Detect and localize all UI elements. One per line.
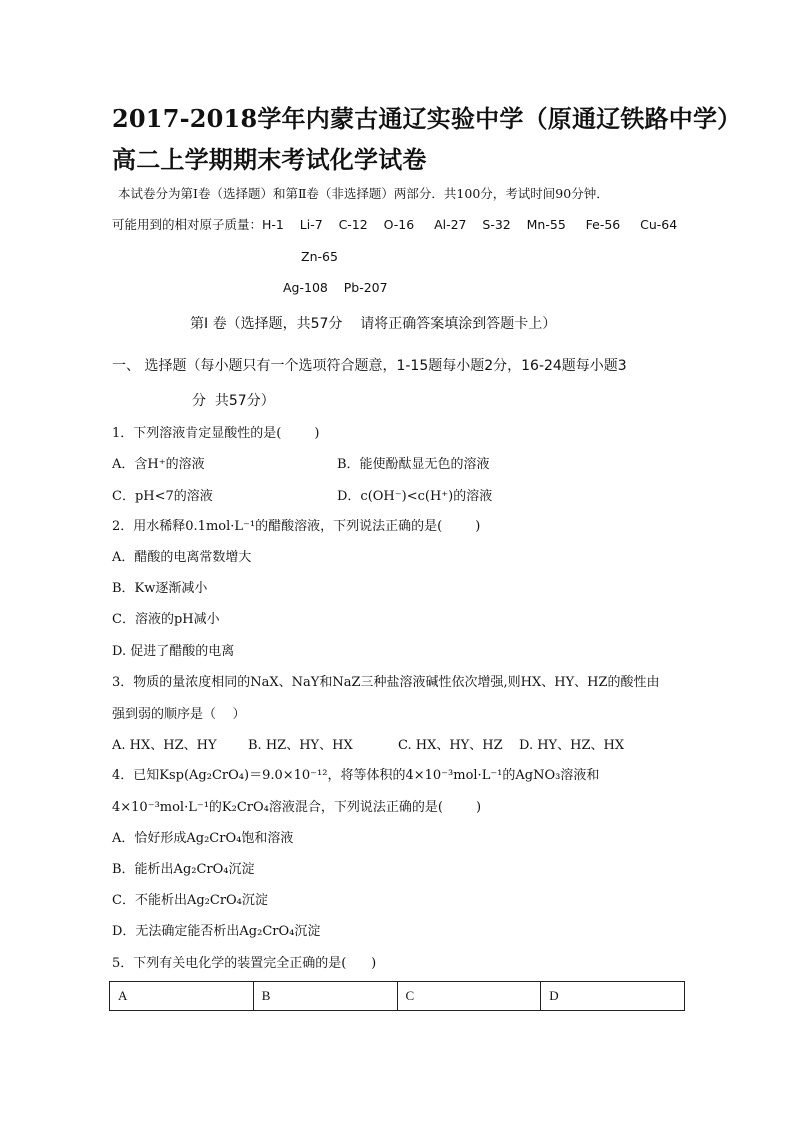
question-2-option-b: B．Kw逐渐减小 — [112, 581, 208, 596]
exam-note: 本试卷分为第Ⅰ卷（选择题）和第Ⅱ卷（非选择题）两部分．共100分，考试时间90分钟． — [118, 186, 609, 201]
question-1-options-row-2 — [112, 487, 686, 507]
volume-header: 第Ⅰ 卷（选择题，共57分 请将正确答案填涂到答题卡上） — [190, 316, 557, 332]
atomic-masses-values: H-1 Li-7 C-12 O-16 Al-27 S-32 Mn-55 Fe-56 Cu-64 — [262, 217, 678, 232]
question-1-options-row-1 — [112, 455, 686, 475]
question-3-stem: 3．物质的量浓度相同的NaX、NaY和NaZ三种盐溶液碱性依次增强,则HX、HY、HZ的酸性由 — [112, 675, 660, 690]
atomic-masses-row-1 — [112, 216, 677, 234]
question-5-options-table — [109, 981, 685, 1011]
atomic-masses-row-2: Zn-65 — [301, 249, 338, 264]
question-2-option-d: D. 促进了醋酸的电离 — [112, 644, 235, 659]
question-1-stem: 1．下列溶液肯定显酸性的是( ) — [112, 426, 320, 441]
question-3-option-d: D. HY、HZ、HX — [519, 738, 625, 753]
section-heading-cont: 分 共57分） — [192, 393, 275, 409]
question-2-option-c: C．溶液的pH减小 — [112, 612, 220, 627]
table-row — [110, 982, 685, 1011]
table-cell-a: A — [110, 982, 254, 1011]
question-4-stem-cont: 4×10⁻³mol·L⁻¹的K₂CrO₄溶液混合，下列说法正确的是( ) — [112, 800, 482, 815]
question-3-option-b: B. HZ、HY、HX — [248, 738, 353, 753]
question-1-option-d: D．c(OH⁻)<c(H⁺)的溶液 — [337, 489, 493, 504]
page-title-line1: 2017-2018学年内蒙古通辽实验中学（原通辽铁路中学） — [112, 104, 742, 133]
question-1-option-c: C．pH<7的溶液 — [112, 489, 213, 504]
table-cell-c: C — [397, 982, 541, 1011]
question-3-stem-cont: 强到弱的顺序是（ ） — [112, 707, 246, 722]
page-title-line2: 高二上学期期末考试化学试卷 — [112, 145, 427, 174]
question-5-stem: 5．下列有关电化学的装置完全正确的是( ) — [112, 956, 377, 971]
atomic-masses-row-3: Ag-108 Pb-207 — [283, 280, 388, 295]
section-heading: 一、 选择题（每小题只有一个选项符合题意，1-15题每小题2分，16-24题每小题3 — [112, 358, 627, 374]
question-4-stem: 4．已知Ksp(Ag₂CrO₄)＝9.0×10⁻¹²，将等体积的4×10⁻³mol·L⁻¹的AgNO₃溶液和 — [112, 768, 600, 783]
question-2-option-a: A．醋酸的电离常数增大 — [112, 550, 252, 565]
question-4-option-b: B．能析出Ag₂CrO₄沉淀 — [112, 862, 255, 877]
question-3-option-a: A. HX、HZ、HY — [112, 738, 217, 753]
question-1-option-b: B．能使酚酞显无色的溶液 — [337, 457, 490, 472]
question-2-stem: 2．用水稀释0.1mol·L⁻¹的醋酸溶液，下列说法正确的是( ) — [112, 519, 481, 534]
table-cell-d: D — [541, 982, 685, 1011]
question-4-option-d: D．无法确定能否析出Ag₂CrO₄沉淀 — [112, 924, 321, 939]
question-4-option-c: C．不能析出Ag₂CrO₄沉淀 — [112, 893, 268, 908]
atomic-masses-label: 可能用到的相对原子质量： — [112, 217, 263, 232]
question-3-option-c: C. HX、HY、HZ — [398, 738, 503, 753]
question-4-option-a: A．恰好形成Ag₂CrO₄饱和溶液 — [112, 831, 294, 846]
question-3-options — [112, 736, 686, 756]
question-1-option-a: A．含H⁺的溶液 — [112, 457, 205, 472]
table-cell-b: B — [253, 982, 397, 1011]
